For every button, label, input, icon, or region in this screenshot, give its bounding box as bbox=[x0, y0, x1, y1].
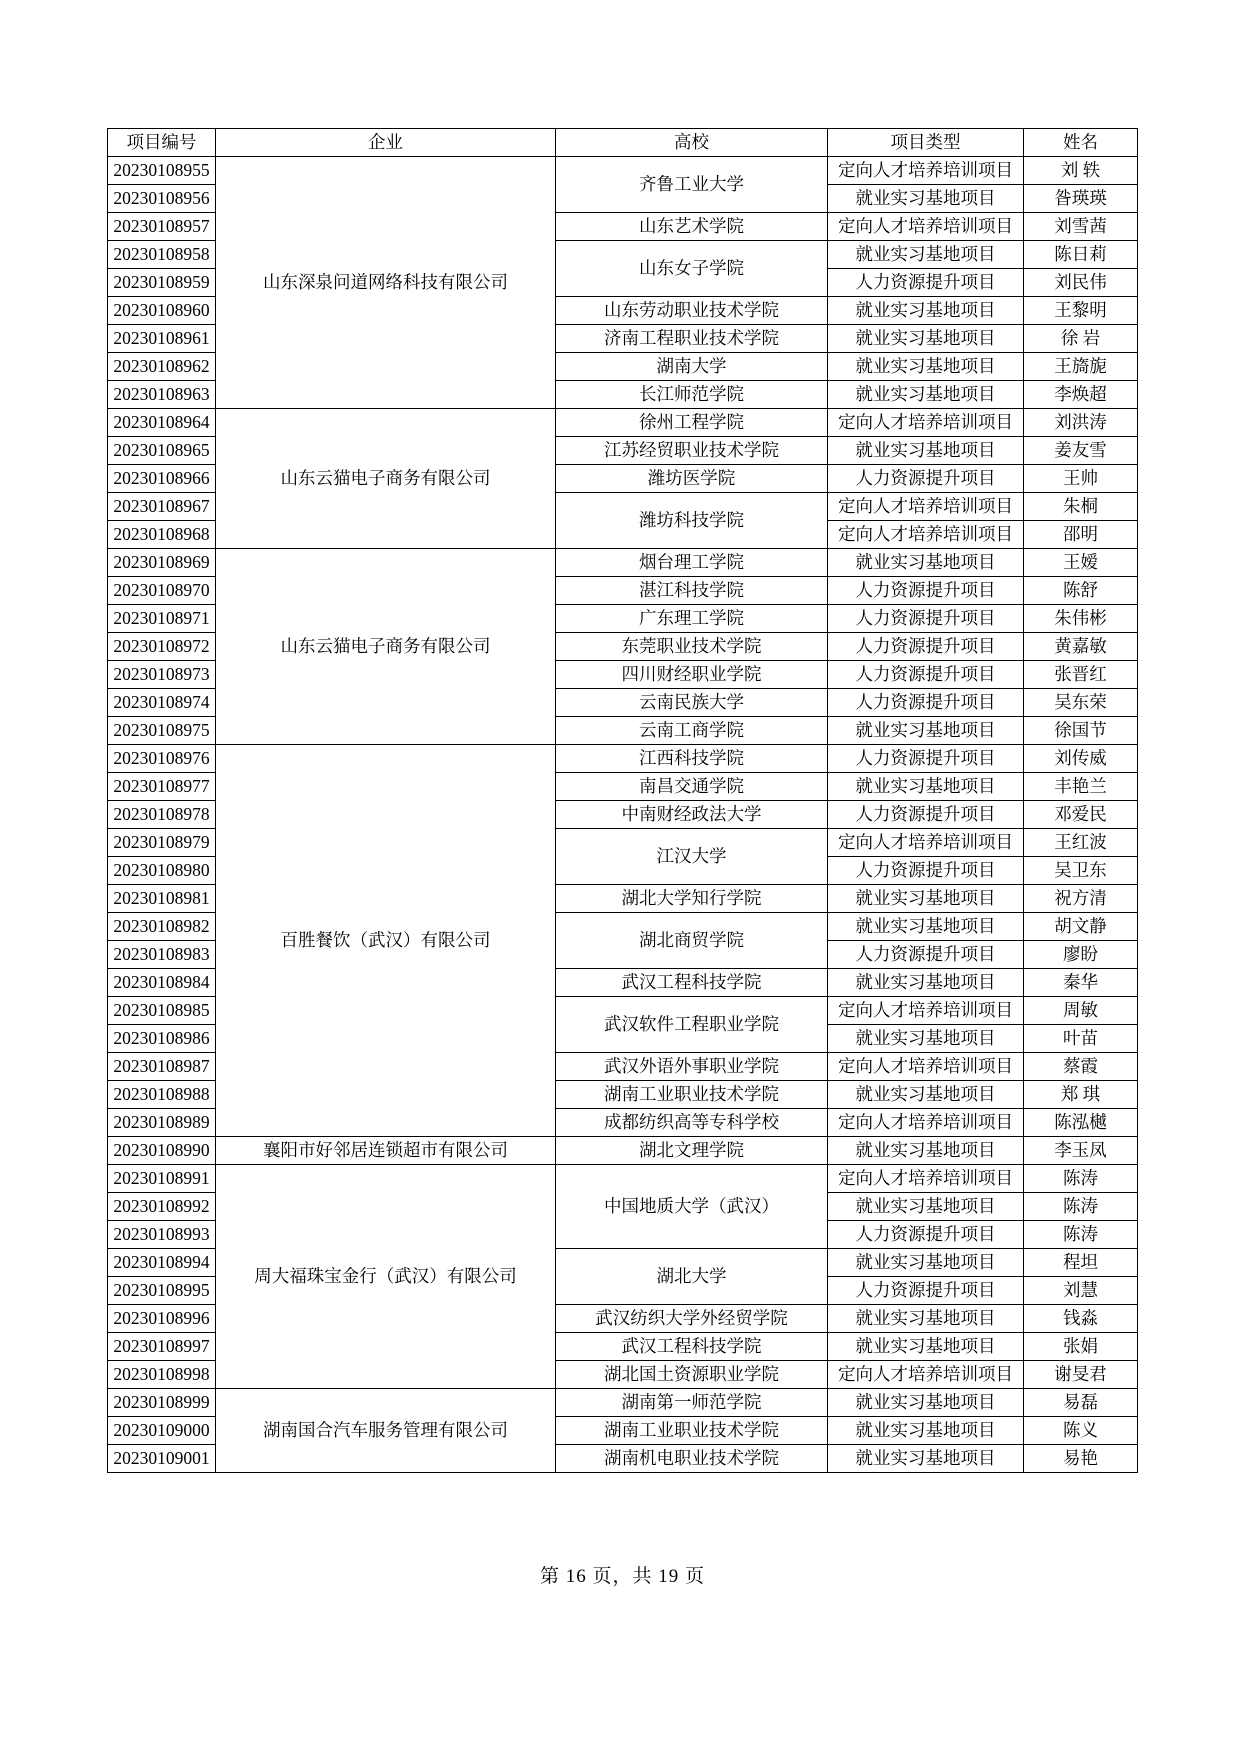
cell-company: 百胜餐饮（武汉）有限公司 bbox=[216, 745, 556, 1137]
table-body bbox=[108, 157, 1138, 1473]
cell-person-name: 刘民伟 bbox=[1024, 269, 1138, 297]
cell-project-type: 就业实习基地项目 bbox=[828, 1389, 1024, 1417]
cell-project-id: 20230108968 bbox=[108, 521, 216, 549]
cell-person-name: 王旖旎 bbox=[1024, 353, 1138, 381]
cell-project-id: 20230108965 bbox=[108, 437, 216, 465]
cell-person-name: 周敏 bbox=[1024, 997, 1138, 1025]
cell-person-name: 王黎明 bbox=[1024, 297, 1138, 325]
cell-person-name: 陈义 bbox=[1024, 1417, 1138, 1445]
cell-person-name: 刘 轶 bbox=[1024, 157, 1138, 185]
table-row bbox=[108, 1165, 1138, 1193]
cell-project-id: 20230108957 bbox=[108, 213, 216, 241]
cell-school: 湖南工业职业技术学院 bbox=[556, 1417, 828, 1445]
cell-project-id: 20230108993 bbox=[108, 1221, 216, 1249]
cell-person-name: 陈涛 bbox=[1024, 1193, 1138, 1221]
cell-school: 潍坊科技学院 bbox=[556, 493, 828, 549]
cell-project-id: 20230108974 bbox=[108, 689, 216, 717]
cell-school: 潍坊医学院 bbox=[556, 465, 828, 493]
cell-project-type: 就业实习基地项目 bbox=[828, 969, 1024, 997]
cell-project-type: 就业实习基地项目 bbox=[828, 353, 1024, 381]
cell-school: 南昌交通学院 bbox=[556, 773, 828, 801]
cell-project-id: 20230108956 bbox=[108, 185, 216, 213]
cell-person-name: 陈舒 bbox=[1024, 577, 1138, 605]
table-row bbox=[108, 549, 1138, 577]
column-header-type: 项目类型 bbox=[828, 129, 1024, 157]
cell-project-id: 20230108960 bbox=[108, 297, 216, 325]
cell-person-name: 徐国节 bbox=[1024, 717, 1138, 745]
cell-school: 云南民族大学 bbox=[556, 689, 828, 717]
cell-project-type: 人力资源提升项目 bbox=[828, 661, 1024, 689]
cell-project-type: 定向人才培养培训项目 bbox=[828, 409, 1024, 437]
cell-person-name: 朱伟彬 bbox=[1024, 605, 1138, 633]
cell-school: 中南财经政法大学 bbox=[556, 801, 828, 829]
cell-project-type: 就业实习基地项目 bbox=[828, 1249, 1024, 1277]
cell-project-id: 20230108976 bbox=[108, 745, 216, 773]
cell-project-id: 20230108979 bbox=[108, 829, 216, 857]
cell-project-id: 20230108967 bbox=[108, 493, 216, 521]
cell-school: 四川财经职业学院 bbox=[556, 661, 828, 689]
cell-project-type: 人力资源提升项目 bbox=[828, 1277, 1024, 1305]
cell-person-name: 王嫒 bbox=[1024, 549, 1138, 577]
cell-project-type: 人力资源提升项目 bbox=[828, 941, 1024, 969]
cell-school: 云南工商学院 bbox=[556, 717, 828, 745]
cell-person-name: 姜友雪 bbox=[1024, 437, 1138, 465]
cell-project-type: 定向人才培养培训项目 bbox=[828, 997, 1024, 1025]
table-row bbox=[108, 1389, 1138, 1417]
cell-person-name: 邓爱民 bbox=[1024, 801, 1138, 829]
cell-person-name: 蔡霞 bbox=[1024, 1053, 1138, 1081]
cell-person-name: 张娟 bbox=[1024, 1333, 1138, 1361]
cell-project-type: 定向人才培养培训项目 bbox=[828, 829, 1024, 857]
cell-person-name: 丰艳兰 bbox=[1024, 773, 1138, 801]
cell-project-id: 20230109001 bbox=[108, 1445, 216, 1473]
cell-person-name: 刘传威 bbox=[1024, 745, 1138, 773]
cell-project-type: 定向人才培养培训项目 bbox=[828, 1165, 1024, 1193]
cell-company: 周大福珠宝金行（武汉）有限公司 bbox=[216, 1165, 556, 1389]
cell-project-type: 人力资源提升项目 bbox=[828, 857, 1024, 885]
cell-project-id: 20230108997 bbox=[108, 1333, 216, 1361]
cell-project-type: 就业实习基地项目 bbox=[828, 241, 1024, 269]
cell-project-id: 20230108966 bbox=[108, 465, 216, 493]
cell-project-id: 20230108962 bbox=[108, 353, 216, 381]
cell-person-name: 易磊 bbox=[1024, 1389, 1138, 1417]
cell-person-name: 吴东荣 bbox=[1024, 689, 1138, 717]
column-header-name: 姓名 bbox=[1024, 129, 1138, 157]
cell-project-type: 就业实习基地项目 bbox=[828, 1445, 1024, 1473]
cell-company: 山东深泉问道网络科技有限公司 bbox=[216, 157, 556, 409]
cell-project-type: 就业实习基地项目 bbox=[828, 1193, 1024, 1221]
cell-school: 江西科技学院 bbox=[556, 745, 828, 773]
cell-project-id: 20230108972 bbox=[108, 633, 216, 661]
cell-project-id: 20230108958 bbox=[108, 241, 216, 269]
cell-school: 湖北大学 bbox=[556, 1249, 828, 1305]
cell-project-type: 就业实习基地项目 bbox=[828, 885, 1024, 913]
page-footer bbox=[45, 1561, 1200, 1588]
cell-school: 湖北国土资源职业学院 bbox=[556, 1361, 828, 1389]
cell-school: 江汉大学 bbox=[556, 829, 828, 885]
cell-project-id: 20230108999 bbox=[108, 1389, 216, 1417]
cell-person-name: 刘洪涛 bbox=[1024, 409, 1138, 437]
cell-school: 东莞职业技术学院 bbox=[556, 633, 828, 661]
cell-school: 长江师范学院 bbox=[556, 381, 828, 409]
cell-project-id: 20230108992 bbox=[108, 1193, 216, 1221]
cell-project-type: 就业实习基地项目 bbox=[828, 1137, 1024, 1165]
cell-school: 湖北大学知行学院 bbox=[556, 885, 828, 913]
column-header-company: 企业 bbox=[216, 129, 556, 157]
cell-school: 成都纺织高等专科学校 bbox=[556, 1109, 828, 1137]
cell-project-type: 就业实习基地项目 bbox=[828, 185, 1024, 213]
cell-school: 武汉软件工程职业学院 bbox=[556, 997, 828, 1053]
cell-person-name: 程坦 bbox=[1024, 1249, 1138, 1277]
table-header-row bbox=[108, 129, 1138, 157]
cell-person-name: 胡文静 bbox=[1024, 913, 1138, 941]
cell-person-name: 李玉凤 bbox=[1024, 1137, 1138, 1165]
cell-project-id: 20230108988 bbox=[108, 1081, 216, 1109]
cell-project-type: 人力资源提升项目 bbox=[828, 745, 1024, 773]
cell-project-id: 20230108984 bbox=[108, 969, 216, 997]
cell-project-type: 定向人才培养培训项目 bbox=[828, 1361, 1024, 1389]
cell-person-name: 张晋红 bbox=[1024, 661, 1138, 689]
cell-project-id: 20230108959 bbox=[108, 269, 216, 297]
cell-project-id: 20230108978 bbox=[108, 801, 216, 829]
cell-project-id: 20230108996 bbox=[108, 1305, 216, 1333]
cell-school: 山东劳动职业技术学院 bbox=[556, 297, 828, 325]
cell-project-id: 20230108969 bbox=[108, 549, 216, 577]
cell-project-type: 人力资源提升项目 bbox=[828, 577, 1024, 605]
cell-project-type: 就业实习基地项目 bbox=[828, 1417, 1024, 1445]
cell-project-id: 20230108990 bbox=[108, 1137, 216, 1165]
cell-project-type: 就业实习基地项目 bbox=[828, 1305, 1024, 1333]
cell-school: 武汉纺织大学外经贸学院 bbox=[556, 1305, 828, 1333]
cell-project-id: 20230108964 bbox=[108, 409, 216, 437]
cell-project-id: 20230108977 bbox=[108, 773, 216, 801]
cell-school: 武汉工程科技学院 bbox=[556, 1333, 828, 1361]
page-number-text: 第 16 页，共 19 页 bbox=[539, 1566, 705, 1587]
cell-school: 徐州工程学院 bbox=[556, 409, 828, 437]
cell-person-name: 易艳 bbox=[1024, 1445, 1138, 1473]
cell-project-id: 20230108971 bbox=[108, 605, 216, 633]
cell-school: 山东女子学院 bbox=[556, 241, 828, 297]
cell-project-type: 就业实习基地项目 bbox=[828, 381, 1024, 409]
cell-company: 山东云猫电子商务有限公司 bbox=[216, 409, 556, 549]
cell-project-type: 定向人才培养培训项目 bbox=[828, 213, 1024, 241]
cell-project-id: 20230108963 bbox=[108, 381, 216, 409]
cell-project-id: 20230108983 bbox=[108, 941, 216, 969]
cell-project-type: 定向人才培养培训项目 bbox=[828, 493, 1024, 521]
cell-project-id: 20230108989 bbox=[108, 1109, 216, 1137]
cell-project-type: 就业实习基地项目 bbox=[828, 549, 1024, 577]
cell-school: 湛江科技学院 bbox=[556, 577, 828, 605]
cell-school: 齐鲁工业大学 bbox=[556, 157, 828, 213]
cell-project-id: 20230108986 bbox=[108, 1025, 216, 1053]
cell-project-id: 20230108973 bbox=[108, 661, 216, 689]
cell-project-type: 人力资源提升项目 bbox=[828, 605, 1024, 633]
cell-project-type: 就业实习基地项目 bbox=[828, 773, 1024, 801]
cell-school: 广东理工学院 bbox=[556, 605, 828, 633]
column-header-school: 高校 bbox=[556, 129, 828, 157]
cell-project-id: 20230108995 bbox=[108, 1277, 216, 1305]
cell-person-name: 吴卫东 bbox=[1024, 857, 1138, 885]
cell-school: 湖南机电职业技术学院 bbox=[556, 1445, 828, 1473]
cell-school: 湖南大学 bbox=[556, 353, 828, 381]
cell-person-name: 陈泓樾 bbox=[1024, 1109, 1138, 1137]
cell-person-name: 陈日莉 bbox=[1024, 241, 1138, 269]
cell-project-id: 20230108982 bbox=[108, 913, 216, 941]
cell-school: 湖南工业职业技术学院 bbox=[556, 1081, 828, 1109]
cell-project-type: 就业实习基地项目 bbox=[828, 717, 1024, 745]
cell-person-name: 李焕超 bbox=[1024, 381, 1138, 409]
cell-school: 湖北文理学院 bbox=[556, 1137, 828, 1165]
cell-project-id: 20230108975 bbox=[108, 717, 216, 745]
cell-person-name: 昝瑛瑛 bbox=[1024, 185, 1138, 213]
table-row bbox=[108, 1137, 1138, 1165]
cell-school: 武汉工程科技学院 bbox=[556, 969, 828, 997]
cell-project-id: 20230108991 bbox=[108, 1165, 216, 1193]
cell-person-name: 徐 岩 bbox=[1024, 325, 1138, 353]
cell-project-id: 20230108981 bbox=[108, 885, 216, 913]
cell-project-id: 20230108998 bbox=[108, 1361, 216, 1389]
cell-school: 江苏经贸职业技术学院 bbox=[556, 437, 828, 465]
cell-person-name: 祝方清 bbox=[1024, 885, 1138, 913]
cell-project-type: 人力资源提升项目 bbox=[828, 689, 1024, 717]
cell-project-id: 20230108961 bbox=[108, 325, 216, 353]
cell-project-type: 就业实习基地项目 bbox=[828, 437, 1024, 465]
cell-person-name: 廖盼 bbox=[1024, 941, 1138, 969]
cell-person-name: 郑 琪 bbox=[1024, 1081, 1138, 1109]
cell-person-name: 刘慧 bbox=[1024, 1277, 1138, 1305]
cell-person-name: 叶苗 bbox=[1024, 1025, 1138, 1053]
cell-school: 湖南第一师范学院 bbox=[556, 1389, 828, 1417]
cell-project-id: 20230108955 bbox=[108, 157, 216, 185]
cell-person-name: 钱淼 bbox=[1024, 1305, 1138, 1333]
cell-project-type: 定向人才培养培训项目 bbox=[828, 521, 1024, 549]
cell-person-name: 陈涛 bbox=[1024, 1221, 1138, 1249]
column-header-id: 项目编号 bbox=[108, 129, 216, 157]
cell-company: 襄阳市好邻居连锁超市有限公司 bbox=[216, 1137, 556, 1165]
cell-project-type: 定向人才培养培训项目 bbox=[828, 1109, 1024, 1137]
cell-project-id: 20230108994 bbox=[108, 1249, 216, 1277]
cell-person-name: 黄嘉敏 bbox=[1024, 633, 1138, 661]
cell-project-type: 就业实习基地项目 bbox=[828, 297, 1024, 325]
cell-project-id: 20230108987 bbox=[108, 1053, 216, 1081]
cell-school: 山东艺术学院 bbox=[556, 213, 828, 241]
cell-person-name: 谢旻君 bbox=[1024, 1361, 1138, 1389]
cell-company: 山东云猫电子商务有限公司 bbox=[216, 549, 556, 745]
table-header bbox=[108, 129, 1138, 157]
cell-person-name: 朱桐 bbox=[1024, 493, 1138, 521]
cell-project-type: 人力资源提升项目 bbox=[828, 633, 1024, 661]
cell-project-type: 定向人才培养培训项目 bbox=[828, 1053, 1024, 1081]
cell-person-name: 陈涛 bbox=[1024, 1165, 1138, 1193]
cell-person-name: 秦华 bbox=[1024, 969, 1138, 997]
cell-school: 湖北商贸学院 bbox=[556, 913, 828, 969]
cell-person-name: 刘雪茜 bbox=[1024, 213, 1138, 241]
cell-project-type: 人力资源提升项目 bbox=[828, 801, 1024, 829]
cell-school: 烟台理工学院 bbox=[556, 549, 828, 577]
table-row bbox=[108, 157, 1138, 185]
cell-project-type: 就业实习基地项目 bbox=[828, 1081, 1024, 1109]
cell-project-type: 人力资源提升项目 bbox=[828, 1221, 1024, 1249]
cell-project-id: 20230108980 bbox=[108, 857, 216, 885]
cell-school: 济南工程职业技术学院 bbox=[556, 325, 828, 353]
cell-project-type: 就业实习基地项目 bbox=[828, 1025, 1024, 1053]
cell-project-id: 20230108985 bbox=[108, 997, 216, 1025]
table-row bbox=[108, 409, 1138, 437]
cell-project-type: 就业实习基地项目 bbox=[828, 325, 1024, 353]
cell-project-type: 人力资源提升项目 bbox=[828, 465, 1024, 493]
table-row bbox=[108, 745, 1138, 773]
cell-project-type: 就业实习基地项目 bbox=[828, 913, 1024, 941]
cell-school: 中国地质大学（武汉） bbox=[556, 1165, 828, 1249]
cell-project-type: 就业实习基地项目 bbox=[828, 1333, 1024, 1361]
cell-project-type: 人力资源提升项目 bbox=[828, 269, 1024, 297]
cell-project-id: 20230109000 bbox=[108, 1417, 216, 1445]
cell-person-name: 邵明 bbox=[1024, 521, 1138, 549]
cell-company: 湖南国合汽车服务管理有限公司 bbox=[216, 1389, 556, 1473]
projects-table bbox=[107, 128, 1138, 1473]
cell-school: 武汉外语外事职业学院 bbox=[556, 1053, 828, 1081]
cell-person-name: 王帅 bbox=[1024, 465, 1138, 493]
cell-person-name: 王红波 bbox=[1024, 829, 1138, 857]
cell-project-type: 定向人才培养培训项目 bbox=[828, 157, 1024, 185]
cell-project-id: 20230108970 bbox=[108, 577, 216, 605]
